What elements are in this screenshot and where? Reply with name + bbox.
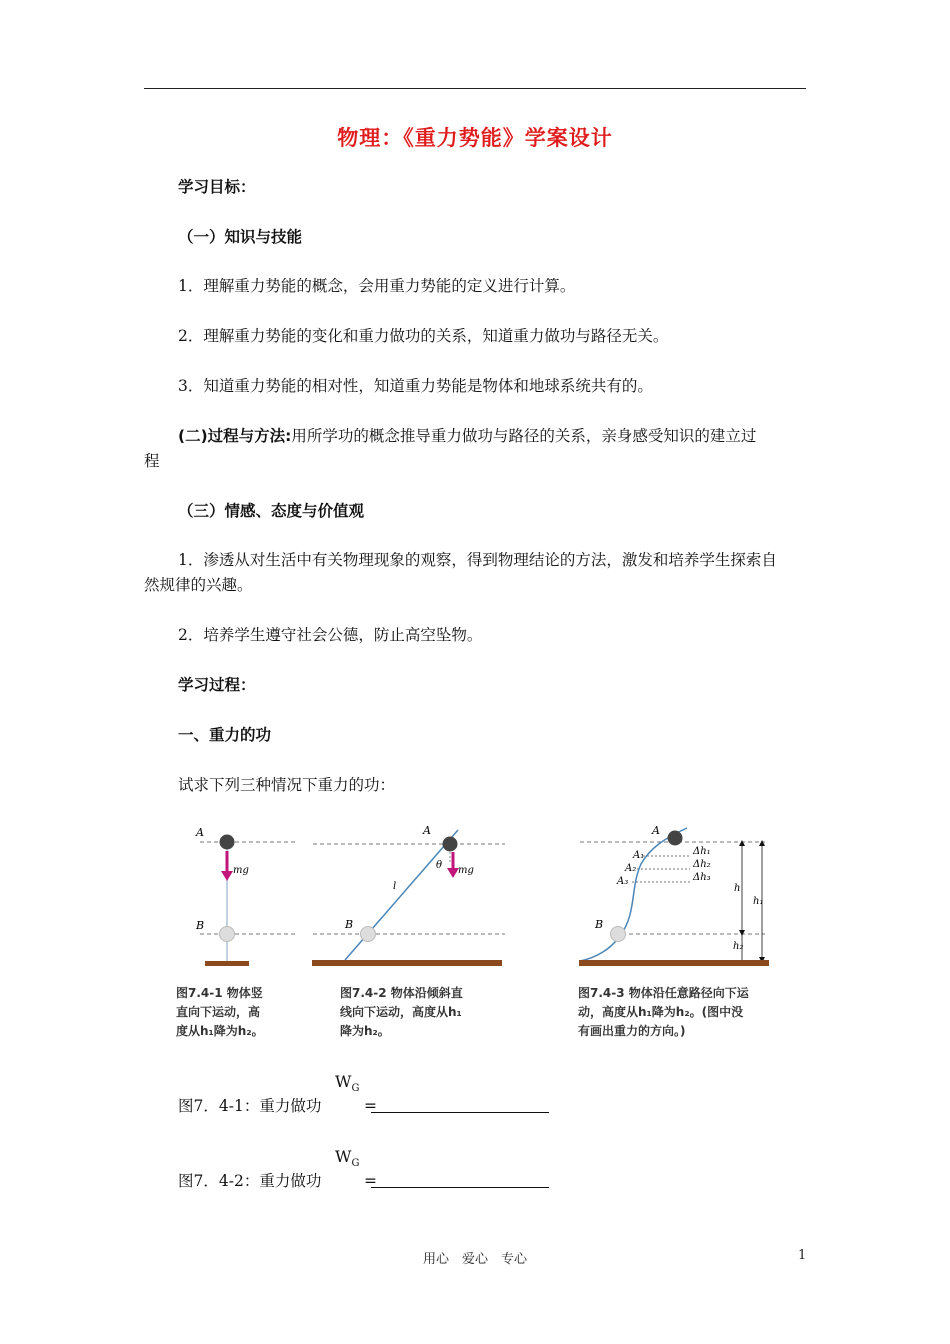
- label-b: B: [595, 918, 604, 931]
- answer-1-blank[interactable]: [371, 1112, 549, 1113]
- attitude-item-2: 2．培养学生遵守社会公德，防止高空坠物。: [178, 626, 483, 644]
- label-b: B: [345, 918, 354, 931]
- ball-a: [220, 835, 235, 850]
- svg-text:h₂: h₂: [733, 941, 744, 952]
- svg-text:Δh₂: Δh₂: [693, 859, 711, 870]
- svg-text:h₁: h₁: [753, 896, 764, 907]
- answer-2-label: 图7．4-2：重力做功: [178, 1172, 322, 1190]
- attitude-values-heading: （三）情感、态度与价值观: [178, 502, 365, 520]
- process-method-text-cont: 程: [144, 452, 160, 470]
- svg-text:A₂: A₂: [625, 863, 637, 874]
- process-method-text: 用所学功的概念推导重力做功与路径的关系，亲身感受知识的建立过: [291, 427, 757, 445]
- figure-arbitrary-path: [575, 818, 780, 978]
- svg-text:A₁: A₁: [633, 850, 645, 861]
- figure-row: [170, 818, 790, 1048]
- label-mg: mg: [458, 865, 474, 876]
- answer-1-equals: =: [364, 1097, 377, 1115]
- page-title: 物理：《重力势能》学案设计: [337, 126, 613, 150]
- knowledge-skills-heading: （一）知识与技能: [178, 228, 303, 246]
- process-method-label: (二)过程与方法:: [178, 427, 292, 445]
- figure-1-caption: 图7.4-1 物体竖 直向下运动，高 度从h₁降为h₂。: [176, 986, 264, 1038]
- figure-vertical-fall: [170, 818, 305, 978]
- attitude-item-1-line2: 然规律的兴趣。: [144, 576, 253, 594]
- svg-text:Δh₁: Δh₁: [693, 846, 711, 857]
- label-l: l: [393, 881, 397, 892]
- ball-b: [220, 927, 235, 942]
- label-a: A: [196, 826, 204, 839]
- label-a: A: [423, 824, 431, 837]
- label-mg: mg: [233, 865, 249, 876]
- svg-text:A₃: A₃: [617, 876, 629, 887]
- page-footer: 用心 爱心 专心: [422, 1252, 527, 1267]
- page-number: 1: [798, 1248, 807, 1263]
- work-symbol-1: $W_G$: [335, 1072, 360, 1095]
- label-theta: θ: [436, 860, 443, 871]
- label-b: B: [196, 919, 205, 932]
- objectives-heading: 学习目标：: [178, 178, 256, 196]
- attitude-item-1: [144, 548, 808, 598]
- ground: [205, 961, 249, 966]
- svg-text:h: h: [734, 883, 741, 894]
- answer-2-equals: =: [364, 1172, 377, 1190]
- work-symbol-2: $W_G$: [335, 1147, 360, 1170]
- process-method-paragraph: [144, 424, 808, 474]
- knowledge-item-1: 1．理解重力势能的概念，会用重力势能的定义进行计算。: [178, 277, 576, 295]
- attitude-item-1-line1: 1．渗透从对生活中有关物理现象的观察，得到物理结论的方法，激发和培养学生探索自: [178, 551, 777, 569]
- knowledge-item-2: 2．理解重力势能的变化和重力做功的关系，知道重力做功与路径无关。: [178, 327, 669, 345]
- header-rule: [144, 88, 806, 89]
- figure-incline-path: [310, 818, 510, 978]
- label-a: A: [652, 824, 660, 837]
- gravity-work-prompt: 试求下列三种情况下重力的功：: [178, 776, 396, 794]
- figure-2-caption: 图7.4-2 物体沿倾斜直 线向下运动，高度从h₁ 降为h₂。: [340, 986, 463, 1038]
- answer-2-blank[interactable]: [371, 1187, 549, 1188]
- svg-text:Δh₃: Δh₃: [693, 872, 711, 883]
- figure-3-caption: 图7.4-3 物体沿任意路径向下运 动，高度从h₁降为h₂。(图中没 有画出重力的方向。): [578, 986, 749, 1038]
- answer-1-label: 图7．4-1：重力做功: [178, 1097, 322, 1115]
- process-heading: 学习过程：: [178, 676, 256, 694]
- gravity-work-heading: 一、重力的功: [178, 726, 272, 744]
- knowledge-item-3: 3．知道重力势能的相对性，知道重力势能是物体和地球系统共有的。: [178, 377, 653, 395]
